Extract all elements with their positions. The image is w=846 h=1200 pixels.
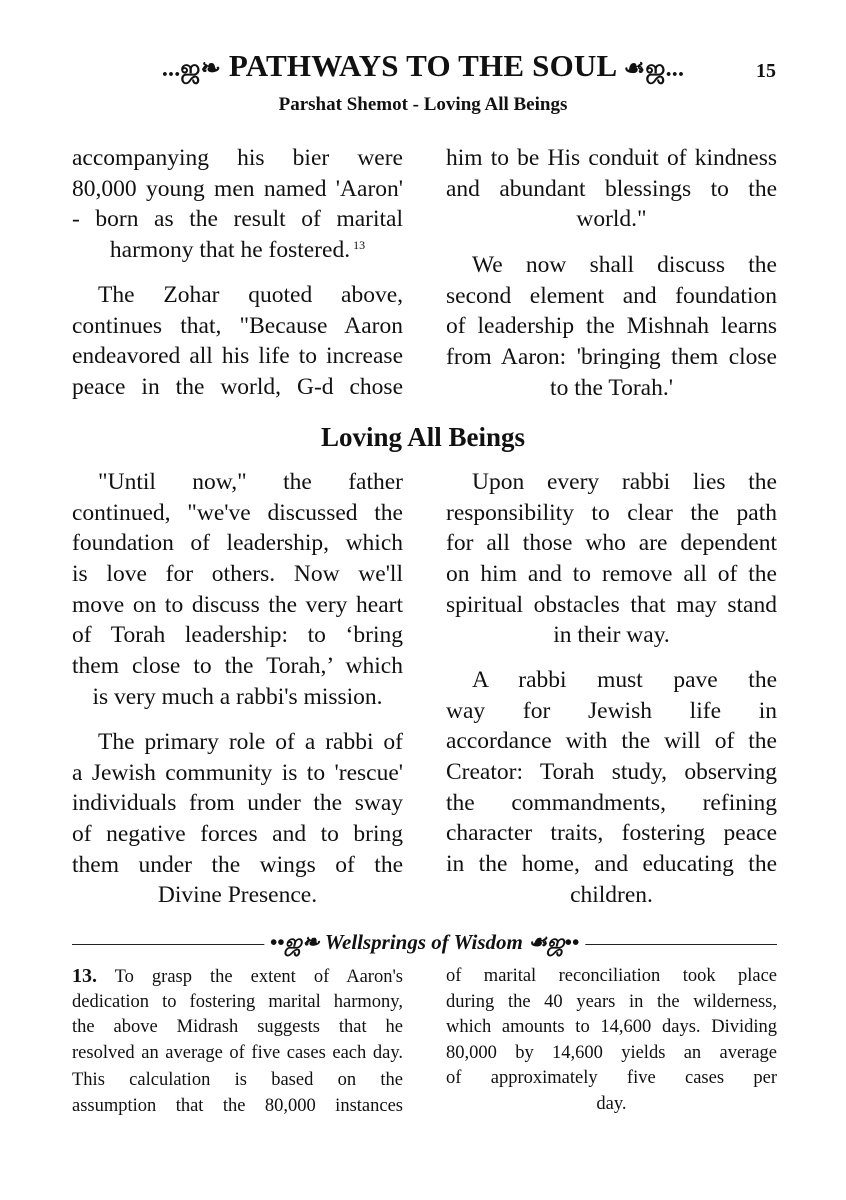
text-line [446, 818, 777, 849]
text-line [72, 143, 403, 174]
line-text: in their way. [553, 622, 670, 649]
footnote-paragraph [446, 964, 777, 1118]
text-line [446, 498, 777, 529]
text-line [72, 1094, 403, 1120]
text-line [72, 559, 403, 590]
line-text: accordance with the will of the [446, 728, 777, 755]
text-line [446, 204, 777, 235]
book-title-text: PATHWAYS TO THE SOUL [228, 48, 616, 83]
paragraph [446, 143, 777, 235]
text-line [446, 1066, 777, 1092]
text-line [446, 665, 777, 696]
line-text: harmony that he fostered. [109, 237, 351, 264]
line-text: assumption that the 80,000 instances [72, 1095, 403, 1116]
line-text: during the 40 years in the wilderness, [446, 991, 777, 1012]
line-text: Divine Presence. [157, 882, 318, 909]
line-text: character traits, fostering peace [446, 820, 777, 847]
text-line [446, 880, 777, 911]
text-line [72, 880, 403, 911]
text-line [72, 850, 403, 881]
paragraph [446, 665, 777, 911]
text-line [72, 280, 403, 311]
text-line [446, 849, 777, 880]
text-line [446, 990, 777, 1016]
text-line [446, 528, 777, 559]
line-text: 80,000 young men named 'Aaron' [72, 175, 403, 202]
line-text: world." [576, 206, 647, 233]
line-text: a Jewish community is to 'rescue' [72, 759, 403, 786]
line-text: of Torah leadership: to ‘bring [72, 622, 403, 649]
text-line [446, 726, 777, 757]
paragraph [446, 250, 777, 403]
line-text: Upon every rabbi lies the [472, 469, 777, 495]
line-text: the commandments, refining [446, 789, 777, 816]
line-text: "Until now," the father [98, 469, 403, 495]
line-text: and abundant blessings to the [446, 175, 777, 202]
line-text: them close to the Torah,’ which [72, 653, 403, 680]
text-line [72, 311, 403, 342]
line-text: responsibility to clear the path [446, 499, 777, 526]
text-line [446, 250, 777, 281]
line-text: The primary role of a rabbi of [98, 729, 403, 755]
text-line [72, 498, 403, 529]
line-text: This calculation is based on the [72, 1070, 403, 1090]
text-line [446, 696, 777, 727]
text-line [72, 1041, 403, 1067]
line-text: of approximately five cases per [446, 1068, 777, 1089]
text-line [72, 819, 403, 850]
line-text: is very much a rabbi's mission. [92, 683, 383, 710]
paragraph [72, 280, 403, 403]
line-text: children. [570, 881, 653, 908]
line-text: foundation of leadership, which [72, 530, 403, 557]
line-text: him to be His conduit of kindness [446, 145, 777, 171]
paragraph [72, 727, 403, 911]
text-line [446, 1015, 777, 1041]
text-line [72, 1068, 403, 1094]
text-line [446, 559, 777, 590]
text-line [72, 788, 403, 819]
line-text: - born as the result of marital [72, 206, 403, 233]
line-text: in the home, and educating the [446, 851, 777, 878]
line-text: move on to discuss the very heart [72, 591, 403, 618]
text-line [446, 1092, 777, 1118]
text-line [72, 990, 403, 1016]
paragraph [72, 143, 403, 266]
page-number: 15 [756, 60, 776, 82]
line-text: to the Torah.' [550, 374, 673, 401]
text-line [446, 143, 777, 174]
line-text: accompanying his bier were [72, 145, 403, 171]
line-text: A rabbi must pave the [472, 667, 777, 693]
paragraph [446, 467, 777, 651]
line-text: individuals from under the sway [72, 790, 403, 817]
line-text: the above Midrash suggests that he [72, 1017, 403, 1038]
line-text: resolved an average of five cases each day. [72, 1042, 403, 1063]
text-line [446, 342, 777, 373]
line-text: of leadership the Mishnah learns [446, 313, 777, 340]
line-text: which amounts to 14,600 days. Dividing [446, 1017, 777, 1038]
line-text: of marital reconciliation took place [446, 966, 777, 986]
line-text: peace in the world, G-d chose [72, 374, 403, 401]
line-text: from Aaron: 'bringing them close [446, 344, 777, 371]
line-text: continues that, "Because Aaron [72, 312, 403, 339]
line-text: To grasp the extent of Aaron's [97, 967, 403, 987]
text-line [72, 372, 403, 403]
book-title [0, 48, 846, 85]
text-line [446, 373, 777, 404]
text-line [72, 235, 403, 266]
text-line [72, 341, 403, 372]
footnote-ref: 13 [350, 238, 366, 253]
line-text: spiritual obstacles that may stand [446, 591, 777, 618]
line-text: them under the wings of the [72, 851, 403, 878]
chapter-subtitle: Parshat Shemot - Loving All Beings [278, 94, 568, 115]
text-line [72, 620, 403, 651]
text-line [446, 311, 777, 342]
line-text: We now shall discuss the [472, 252, 777, 278]
text-line [446, 590, 777, 621]
line-text: Creator: Torah study, observing [446, 759, 777, 786]
text-line [72, 590, 403, 621]
line-text: for all those who are dependent [446, 530, 777, 557]
text-line [72, 727, 403, 758]
line-text: continued, "we've discussed the [72, 499, 403, 526]
line-text: on him and to remove all of the [446, 561, 777, 588]
ornament-right-icon: ☙ஜ... [623, 56, 685, 82]
footnote-paragraph [72, 1068, 403, 1119]
text-line [72, 204, 403, 235]
line-text: 80,000 by 14,600 yields an average [446, 1042, 777, 1063]
footnote-number: 13. [72, 965, 97, 987]
ornament-left-icon: ...ஜ❧ [161, 56, 221, 82]
text-line [446, 281, 777, 312]
line-text: second element and foundation [446, 282, 777, 309]
footnote-divider [72, 932, 777, 956]
text-line [72, 174, 403, 205]
line-text: dedication to fostering marital harmony, [72, 991, 403, 1012]
divider-label: ••ஜ❧ Wellsprings of Wisdom ☙ஜ•• [264, 930, 585, 957]
paragraph [72, 467, 403, 713]
line-text: of negative forces and to bring [72, 821, 403, 848]
line-text: way for Jewish life in [446, 697, 777, 724]
text-line [72, 964, 403, 990]
text-line [446, 174, 777, 205]
text-line [72, 467, 403, 498]
line-text: The Zohar quoted above, [98, 282, 403, 308]
text-line [446, 964, 777, 990]
text-line [446, 467, 777, 498]
text-line [72, 528, 403, 559]
text-line [72, 758, 403, 789]
text-line [446, 1041, 777, 1067]
text-line [72, 1015, 403, 1041]
section-heading: Loving All Beings [320, 422, 526, 452]
line-text: is love for others. Now we'll [72, 561, 403, 588]
text-line [446, 757, 777, 788]
text-line [72, 682, 403, 713]
line-text: endeavored all his life to increase [72, 343, 403, 370]
footnote-paragraph [72, 964, 403, 1066]
text-line [72, 651, 403, 682]
text-line [446, 788, 777, 819]
line-text: day. [596, 1093, 627, 1114]
text-line [446, 620, 777, 651]
